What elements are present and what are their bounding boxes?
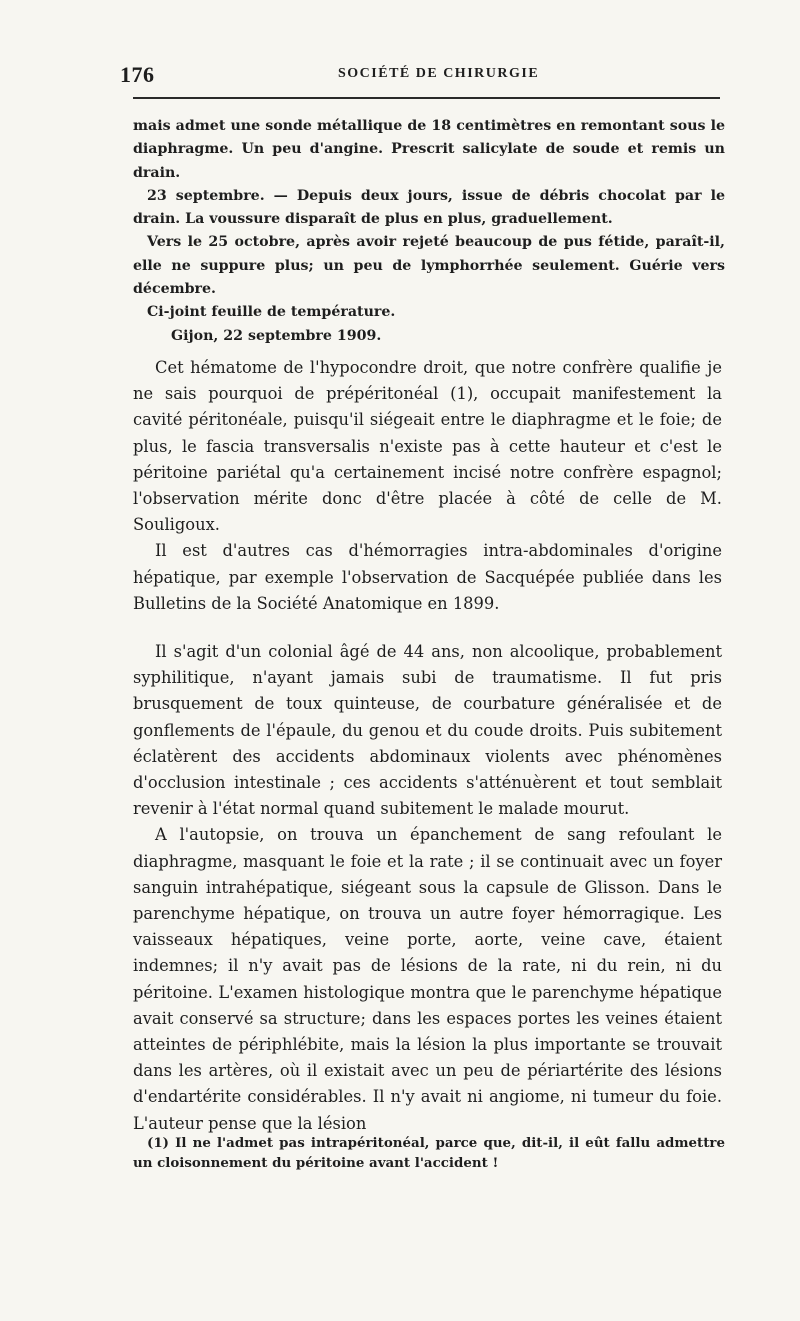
observation-paragraph: mais admet une sonde métallique de 18 centimètres en remontant sous le diaphragme. Un peu d'angine. Prescrit salicylate de soude et remis un drain. [133,118,725,181]
body-paragraph: Cet hématome de l'hypocondre droit, que notre confrère qualifie je ne sais pourquoi de prépéritonéal (1), occupait manifestement la cavité péritonéale, puisqu'il siégeait entre le diaphragme et le foie; de plus, le fascia transversalis n'existe pas à cette hauteur et c'est le péritoine pariétal qu'a certainement incisé notre confrère espagnol; l'observation mérite donc d'être placée à côté de celle de M. Souligoux. [133,358,722,535]
body-paragraph: A l'autopsie, on trouva un épanchement de sang refoulant le diaphragme, masquant le foie et la rate ; il se continuait avec un foyer sanguin intrahépatique, siégeant sous la capsule de Glisson. Dans le parenchyme hépatique, on trouva un autre foyer hémorragique. Les vaisseaux hépatiques, veine porte, aorte, veine cave, étaient indemnes; il n'y avait pas de lésions de la rate, ni du rein, ni du péritoine. L'examen histologique montra que le parenchyme hépatique avait conservé sa structure; dans les espaces portes les veines étaient atteintes de périphlébite, mais la lésion la plus importante se trouvait dans les artères, où il existait avec un peu de périartérite des lésions d'endartérite considérables. Il n'y avait ni angiome, ni tumeur du foie. L'auteur pense que la lésion [133,825,722,1133]
paragraph-gap [133,617,722,639]
page-header [120,62,720,90]
footnotes [133,1133,725,1173]
case-observation [133,115,725,348]
running-title: SOCIÉTÉ DE CHIRURGIE [338,66,540,81]
observation-paragraph: Ci-joint feuille de température. [147,304,396,321]
page-number: 176 [120,62,155,87]
main-text [133,355,722,1137]
header-rule [133,97,720,99]
observation-signature: Gijon, 22 septembre 1909. [171,327,382,344]
body-paragraph: Il est d'autres cas d'hémorragies intra-abdominales d'origine hépatique, par exemple l'observation de Sacquépée publiée dans les Bulletins de la Société Anatomique en 1899. [133,541,722,613]
body-paragraph: Il s'agit d'un colonial âgé de 44 ans, non alcoolique, probablement syphilitique, n'ayant jamais subi de traumatisme. Il fut pris brusquement de toux quinteuse, de courbature généralisée et de gonflements de l'épaule, du genou et du coude droits. Puis subitement éclatèrent des accidents abdominaux violents avec phénomènes d'occlusion intestinale ; ces accidents s'atténuèrent et tout semblait revenir à l'état normal quand subitement le malade mourut. [133,642,722,819]
footnote: (1) Il ne l'admet pas intrapéritonéal, parce que, dit-il, il eût fallu admettre un cloisonnement du péritoine avant l'accident ! [133,1135,725,1171]
observation-paragraph: Vers le 25 octobre, après avoir rejeté beaucoup de pus fétide, paraît-il, elle ne suppure plus; un peu de lymphorrhée seulement. Guérie vers décembre. [133,234,725,298]
observation-paragraph: 23 septembre. — Depuis deux jours, issue de débris chocolat par le drain. La voussure disparaît de plus en plus, graduellement. [133,187,725,228]
